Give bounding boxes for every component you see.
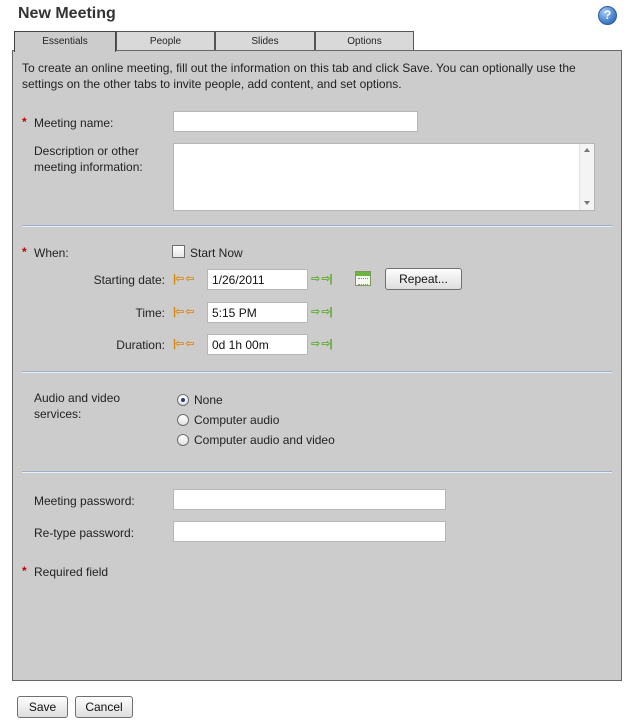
required-field-note: Required field [34,565,109,579]
time-input[interactable] [207,302,308,323]
help-icon[interactable]: ? [598,6,617,25]
section-divider [22,471,612,473]
section-divider [22,371,612,373]
scroll-up-icon[interactable] [584,148,590,152]
starting-date-label: Starting date: [93,273,165,287]
duration-label: Duration: [116,338,165,352]
cancel-button[interactable]: Cancel [75,696,133,718]
audio-video-label: Computer audio and video [194,433,335,447]
intro-text: To create an online meeting, fill out the information on this tab and click Save. You can optionally use the settings on the other tabs to invite people, add content, and set options. [22,61,576,91]
save-button[interactable]: Save [17,696,68,718]
start-now-checkbox[interactable] [172,245,185,258]
meeting-name-label: Meeting name: [34,116,114,130]
nav-last-icon[interactable]: ⇨ ⇨| [311,306,332,318]
time-label: Time: [135,306,165,320]
tab-options[interactable]: Options [315,31,414,51]
scroll-down-icon[interactable] [584,201,590,205]
required-asterisk: * [22,245,27,259]
nav-last-icon[interactable]: ⇨ ⇨| [311,273,332,285]
audio-services-label: Audio and video services: [34,391,121,421]
section-divider [22,225,612,227]
retype-password-label: Re-type password: [34,526,135,540]
retype-password-input[interactable] [173,521,446,542]
nav-last-icon[interactable]: ⇨ ⇨| [311,338,332,350]
audio-computer-label: Computer audio [194,413,280,427]
repeat-button[interactable]: Repeat... [385,268,462,290]
required-asterisk: * [22,564,27,578]
duration-input[interactable] [207,334,308,355]
starting-date-input[interactable] [207,269,308,290]
meeting-name-input[interactable] [173,111,418,132]
meeting-password-label: Meeting password: [34,494,135,508]
page-title: New Meeting [18,5,116,22]
description-label: Description or other meeting information: [34,144,143,174]
start-now-label: Start Now [190,246,243,260]
when-label: When: [34,246,69,260]
nav-first-icon[interactable]: |⇦ ⇦ [173,306,194,318]
tab-essentials[interactable]: Essentials [14,31,116,52]
description-textarea[interactable] [174,144,579,210]
nav-first-icon[interactable]: |⇦ ⇦ [173,273,194,285]
description-field[interactable] [173,143,595,211]
essentials-panel [12,50,622,681]
audio-none-radio[interactable] [177,394,189,406]
description-scrollbar[interactable] [579,144,594,210]
audio-video-radio[interactable] [177,434,189,446]
audio-none-label: None [194,393,223,407]
nav-first-icon[interactable]: |⇦ ⇦ [173,338,194,350]
tab-slides[interactable]: Slides [215,31,315,51]
meeting-password-input[interactable] [173,489,446,510]
calendar-icon[interactable] [355,271,371,286]
tab-people[interactable]: People [116,31,215,51]
audio-computer-radio[interactable] [177,414,189,426]
required-asterisk: * [22,115,27,129]
